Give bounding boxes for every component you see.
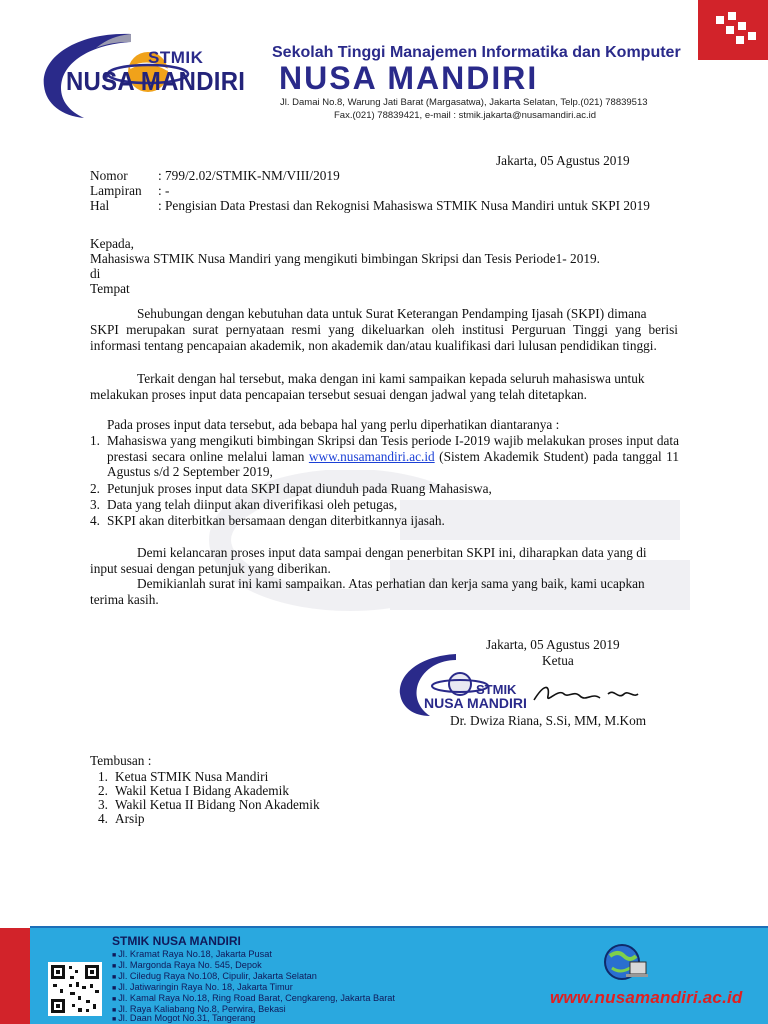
list-number: 3. [98,797,108,812]
list-number: 4. [90,513,100,528]
tempat: Tempat [90,281,130,296]
list-text: Data yang telah diinput akan diverifikasi oleh petugas, [107,497,398,512]
list-text: Petunjuk proses input data SKPI dapat diunduh pada Ruang Mahasiswa, [107,481,492,496]
list-text: Arsip [115,811,145,826]
footer-address: ■ Jl. Kamal Raya No.18, Ring Road Barat, Cengkareng, Jakarta Barat [112,993,395,1005]
footer-address: ■ Jl. Raya Kaliabang No.8, Perwira, Bekasi [112,1004,286,1016]
corner-decoration-icon [698,0,768,60]
logo-name-text: NUSA MANDIRI [66,66,246,96]
item1-text-before: Mahasiswa yang mengikuti bimbingan Skripsi dan Tesis periode I-2019 wajib melakukan proses input data prestasi secara online melalui laman [107,433,679,464]
letter-date: Jakarta, 05 Agustus 2019 [496,153,630,168]
lampiran-label: Lampiran [90,183,142,198]
recipient: Mahasiswa STMIK Nusa Mandiri yang mengikuti bimbingan Skripsi dan Tesis Periode1- 2019. [90,251,600,266]
list-text: Wakil Ketua I Bidang Akademik [115,783,289,798]
para5-line1: Demikianlah surat ini kami sampaikan. Atas perhatian dan kerja sama yang baik, kami ucapkan [137,576,645,591]
letterhead [0,0,768,135]
list-item [90,433,680,481]
list-text: SKPI akan diterbitkan bersamaan dengan diterbitkannya ijasah. [107,513,445,528]
institution-address: Jl. Damai No.8, Warung Jati Barat (Margasatwa), Jakarta Selatan, Telp.(021) 78839513 [280,97,648,108]
hal-label: Hal [90,198,110,213]
footer-website-url[interactable]: www.nusamandiri.ac.id [550,988,743,1007]
qr-code-icon [48,962,102,1016]
svg-text:NUSA MANDIRI: NUSA MANDIRI [424,695,527,711]
footer-address: ■ Jl. Jatiwaringin Raya No. 18, Jakarta Timur [112,982,293,994]
footer-address: ■ Jl. Kramat Raya No.18, Jakarta Pusat [112,949,272,961]
list-number: 2. [98,783,108,798]
footer-address: ■ Jl. Margonda Raya No. 545, Depok [112,960,262,972]
meta-lampiran [90,183,169,199]
para4-rest: input sesuai dengan petunjuk yang diberikan. [90,561,331,576]
footer-title: STMIK NUSA MANDIRI [112,934,241,948]
list-text: Wakil Ketua II Bidang Non Akademik [115,797,320,812]
list-number: 2. [90,481,100,496]
para4-line1: Demi kelancaran proses input data sampai dengan penerbitan SKPI ini, diharapkan data yang di [137,545,647,560]
list-number: 3. [90,497,100,512]
hal-value: : Pengisian Data Prestasi dan Rekognisi Mahasiswa STMIK Nusa Mandiri untuk SKPI 2019 [158,198,650,213]
website-link[interactable]: www.nusamandiri.ac.id [308,448,435,464]
sign-date: Jakarta, 05 Agustus 2019 [486,637,620,652]
list-number: 1. [98,769,108,784]
logo-stmik-text: STMIK [148,48,204,67]
nomor-value: : 799/2.02/STMIK-NM/VIII/2019 [158,168,340,183]
tembusan-label: Tembusan : [90,753,152,768]
footer-red-band [0,928,30,1024]
institution-name: NUSA MANDIRI [279,60,539,96]
list-number: 1. [90,433,100,448]
handwritten-signature-icon [530,680,640,708]
institution-fax-email: Fax.(021) 78839421, e-mail : stmik.jakarta@nusamandiri.ac.id [334,110,597,121]
para3: Pada proses input data tersebut, ada bebapa hal yang perlu diperhatikan diantaranya : [107,417,560,432]
para5-rest: terima kasih. [90,592,159,607]
item1-text-after: (Sistem Akademik Student) pada tanggal 11 Agustus s/d 2 September 2019, [107,448,679,480]
para2-rest: melakukan proses input data pencapaian tersebut sesuai dengan jadwal yang telah ditetapkan. [90,387,587,402]
para1-rest: SKPI merupakan surat pernyataan resmi yang dikeluarkan oleh institusi Perguruan Tinggi yang berisi informasi tentang pencapaian akademik, non akademik dan/atau kualifikasi dari lulusan pendidikan tinggi. [90,322,678,353]
signer-name: Dr. Dwiza Riana, S.Si, MM, M.Kom [450,713,647,728]
para2-line1: Terkait dengan hal tersebut, maka dengan ini kami sampaikan kepada seluruh mahasiswa untuk [137,371,645,386]
footer-address: ■ Jl. Daan Mogot No.31, Tangerang [112,1013,255,1024]
institution-line: Sekolah Tinggi Manajemen Informatika dan Komputer [272,44,681,61]
meta-nomor [90,168,340,184]
signature-logo-icon [396,650,546,720]
para1-line1: Sehubungan dengan kebutuhan data untuk Surat Keterangan Pendamping Ijasah (SKPI) dimana [137,306,647,321]
list-text: Ketua STMIK Nusa Mandiri [115,769,269,784]
sign-role: Ketua [542,653,574,668]
footer-address: ■ Jl. Ciledug Raya No.108, Cipulir, Jakarta Selatan [112,971,317,983]
list-text [107,433,679,480]
nomor-label: Nomor [90,168,128,183]
list-number: 4. [98,811,108,826]
di: di [90,266,101,281]
lampiran-value: : - [158,183,170,198]
globe-icon [600,940,650,984]
meta-hal [90,198,650,214]
svg-text:STMIK: STMIK [476,682,517,697]
kepada: Kepada, [90,236,134,251]
